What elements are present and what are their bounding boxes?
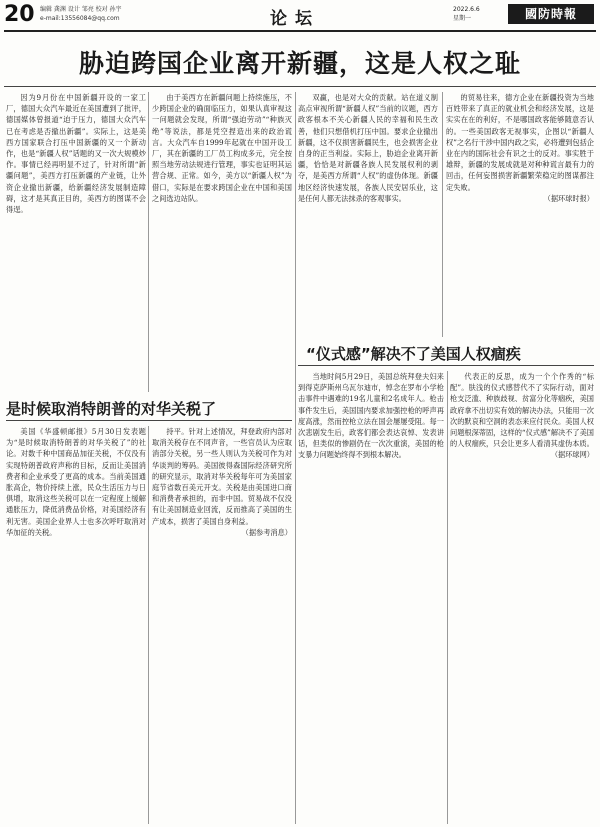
masthead	[0, 0, 600, 38]
article1-text: 因为9月份在中国新疆开设的一家工厂，德国大众汽车最近在美国遭到了批评，德国媒体曾报道“迫于压力，德国大众汽车已在考虑是否撤出新疆”。实际上，这是美西方国家联合打压中国新疆的又一个新动作，也是“新疆人权”话题的又一次大规模炒作。事情已经再明显不过了，针对所谓“新疆问题”，美西方打压新疆的产业链，让外资企业撤出新疆，给新疆经济发展制造障碍，这才是其真正目的，美西方的图谋不会得逞。	[6, 93, 146, 215]
article1-text: 的贸易往来，德方企业在新疆投资为当地百姓带来了真正的就业机会和经济发展，这是实实在在的利好，不是哪国政客能够随意否认的。一些美国政客无视事实，企图以“新疆人权”之名行干涉中国内政之实，必将遭到包括企业在内的国际社会有识之士的反对。事实胜于雄辩，新疆的发展成就是对种种谎言最有力的回击，任何妄图损害新疆繁荣稳定的图谋都注定失败。	[446, 93, 594, 192]
column-divider	[148, 92, 149, 392]
editor-line: 编辑 龚渊 设计 邹亮 校对 孙宇	[40, 6, 122, 13]
article2-text: 持平。针对上述情况，拜登政府内部对取消关税存在不同声音，一些官员认为应取消部分关税，另一些人则认为关税可作为对华谈判的筹码。美国彼得森国际经济研究所的研究显示，取消对华关税每年可为美国家庭节省数百美元开支。关税是由美国进口商和消费者承担的，而非中国。贸易战不仅没有让美国制造业回流，反而推高了美国的生产成本，损害了美国自身利益。	[152, 427, 292, 526]
article2-credit: （据参考消息）	[241, 527, 292, 537]
article1-headline: 胁迫跨国企业离开新疆，这是人权之耻	[78, 49, 521, 78]
headline-rule	[4, 86, 596, 87]
article1-column-2	[152, 92, 292, 392]
article2-column-1	[6, 426, 146, 824]
page-number: 20	[4, 2, 35, 27]
article3-credit: （据环球网）	[550, 450, 594, 460]
article1-text: 由于美西方在新疆问题上持续施压，不少跨国企业的确面临压力，如果认真审视这一问题就会发现，所谓“强迫劳动”“种族灭绝”等说法，都是凭空捏造出来的政治谎言。大众汽车自1999年起就在中国开设工厂，其在新疆的工厂员工构成多元，完全按照当地劳动法规进行管理，事实也证明其运营合规、正常。如今，美方以“新疆人权”为借口，实际是在要求跨国企业在中国和美国之间选边站队。	[152, 93, 292, 203]
issue-date-block	[453, 5, 480, 23]
column-divider	[447, 371, 448, 824]
article2-text: 美国《华盛顿邮报》5月30日发表题为“是时候取消特朗普的对华关税了”的社论。对数千种中国商品加征关税，不仅没有实现特朗普政府声称的目标，反而让美国消费者和企业承受了更高的成本。当前美国通胀高企，物价持续上涨，民众生活压力与日俱增，取消这些关税可以在一定程度上缓解通胀压力，降低消费品价格，对美国经济有利无害。美国企业界人士也多次呼吁取消对华加征的关税。	[6, 427, 146, 537]
article3-text: 当地时间5月29日，美国总统拜登夫妇来到得克萨斯州乌瓦尔迪市，悼念在罗布小学枪击事件中遇难的19名儿童和2名成年人。枪击事件发生后，美国国内要求加强控枪的呼声再度高涨，然而控枪立法在国会屡屡受阻。每一次悲剧发生后，政客们都会表达哀悼、发表讲话，但类似的惨剧仍在一次次重演，美国的枪支暴力问题始终得不到根本解决。	[298, 372, 444, 460]
article2-column-2	[152, 426, 292, 824]
article3-rule	[298, 365, 594, 366]
editor-email: e-mail:13556084@qq.com	[40, 15, 120, 22]
issue-weekday: 星期一	[453, 15, 472, 22]
article3-column-1	[298, 371, 444, 824]
article1-column-1	[6, 92, 146, 392]
editor-credits	[40, 5, 122, 23]
column-divider	[442, 92, 443, 337]
column-divider	[295, 92, 296, 824]
article2-headline: 是时候取消特朗普的对华关税了	[6, 400, 217, 418]
article3-headline: “仪式感”解决不了美国人权痼疾	[306, 345, 521, 363]
column-divider	[148, 426, 149, 824]
article1-credit: （据环球时报）	[543, 193, 594, 203]
article3-text: 代表正的反思，成为一个个作秀的“标配”。肤浅的仪式感替代不了实际行动，面对枪支泛滥、种族歧视、贫富分化等痼疾，美国政府拿不出切实有效的解决办法，只能用一次次的默哀和空洞的表态来应付民众。美国人权问题根深蒂固，这样的“仪式感”解决不了美国的人权痼疾，只会让更多人看清其虚伪本质。	[450, 372, 594, 449]
article1-column-3	[298, 92, 438, 337]
newspaper-logo: 國防時報	[508, 4, 594, 24]
masthead-rule	[4, 30, 596, 32]
article3-column-2	[450, 371, 594, 824]
article1-text: 双赢，也是对大众的贡献。站在道义制高点审视所谓“新疆人权”当前的议题，西方政客根本不关心新疆人民的幸福和民生改善，他们只想借机打压中国。要求企业撤出新疆，这不仅损害新疆民生，也会损害企业自身的正当利益。实际上，胁迫企业离开新疆，恰恰是对新疆各族人民发展权利的剥夺，是美西方所谓“人权”的虚伪体现。新疆地区经济快速发展，各族人民安居乐业，这是任何人都无法抹杀的客观事实。	[298, 93, 438, 203]
issue-date: 2022.6.6	[453, 6, 480, 13]
section-title: 论坛	[270, 9, 320, 29]
article1-column-4	[446, 92, 594, 337]
article2-rule	[6, 420, 292, 421]
